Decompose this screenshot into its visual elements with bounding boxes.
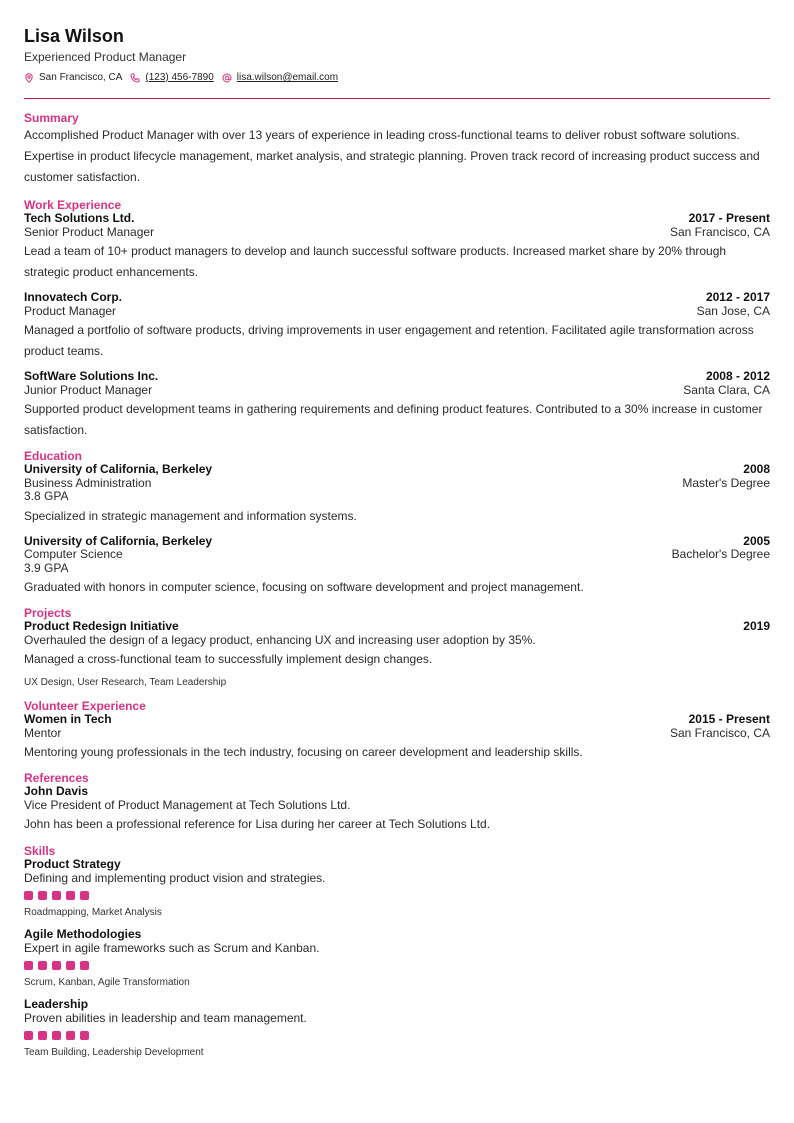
work-section	[24, 198, 770, 441]
projects-section	[24, 606, 770, 690]
skill-keywords: Team Building, Leadership Development	[24, 1047, 204, 1058]
skill-level-dots	[24, 1031, 770, 1040]
project-description: Managed a cross-functional team to successfully implement design changes.	[24, 652, 433, 666]
skill-level-dot	[66, 891, 75, 900]
education-year: 2005	[743, 533, 770, 548]
skill-entry	[24, 858, 770, 920]
project-summary: Overhauled the design of a legacy product, enhancing UX and increasing user adoption by 35%.	[24, 632, 536, 647]
skill-name: Product Strategy	[24, 857, 121, 871]
education-entry	[24, 535, 770, 599]
skills-section	[24, 844, 770, 1060]
project-year: 2019	[743, 619, 770, 633]
skill-description: Defining and implementing product vision and strategies.	[24, 870, 326, 885]
work-location: Santa Clara, CA	[683, 382, 770, 397]
section-title-education: Education	[24, 449, 83, 463]
volunteer-location: San Francisco, CA	[669, 725, 770, 740]
location-text: San Francisco, CA	[39, 72, 123, 83]
education-description: Graduated with honors in computer science, focusing on software development and project management.	[24, 580, 584, 594]
work-dates: 2017 - Present	[688, 211, 770, 225]
section-title-skills: Skills	[24, 844, 56, 858]
skill-description: Expert in agile frameworks such as Scrum and Kanban.	[24, 940, 320, 955]
work-dates: 2012 - 2017	[705, 290, 770, 304]
education-degree: Master's Degree	[682, 475, 770, 490]
education-gpa: 3.9 GPA	[24, 560, 69, 575]
candidate-name: Lisa Wilson	[24, 26, 124, 46]
references-section	[24, 771, 770, 835]
volunteer-section	[24, 699, 770, 763]
reference-position: Vice President of Product Management at Tech Solutions Ltd.	[24, 797, 351, 812]
skill-name: Leadership	[24, 997, 89, 1011]
skill-entry	[24, 928, 770, 990]
education-description: Specialized in strategic management and information systems.	[24, 508, 357, 523]
section-title-summary: Summary	[24, 111, 79, 125]
summary-section	[24, 111, 770, 188]
skill-level-dots	[24, 891, 770, 900]
skill-level-dot	[38, 1031, 47, 1040]
skill-level-dot	[66, 1031, 75, 1040]
reference-entry	[24, 785, 770, 835]
section-title-projects: Projects	[24, 606, 72, 620]
volunteer-description: Mentoring young professionals in the tech industry, focusing on career development and leadership skills.	[24, 745, 583, 759]
resume-header	[24, 24, 770, 99]
work-description: Lead a team of 10+ product managers to develop and launch successful software products. Increased market share by 20% through strategic product enhancements.	[24, 244, 727, 279]
skill-name: Agile Methodologies	[24, 927, 142, 941]
summary-text: Accomplished Product Manager with over 13 years of experience in leading cross-functional teams to deliver robust software solutions. Expertise in product lifecycle management, market analysis, and strategic planning. Proven track record of increasing product success and customer satisfaction.	[24, 128, 760, 184]
work-role: Junior Product Manager	[24, 382, 153, 397]
work-company: Tech Solutions Ltd.	[24, 211, 135, 225]
skill-level-dot	[80, 891, 89, 900]
header-divider	[24, 98, 770, 99]
volunteer-role: Mentor	[24, 725, 62, 740]
skill-level-dot	[52, 961, 61, 970]
project-entry	[24, 620, 770, 690]
volunteer-organization: Women in Tech	[24, 712, 112, 726]
volunteer-entry	[24, 713, 770, 763]
location-pin-icon	[24, 73, 34, 83]
reference-description: John has been a professional reference for Lisa during her career at Tech Solutions Ltd.	[24, 817, 491, 831]
education-year: 2008	[743, 462, 770, 476]
email-link[interactable]: lisa.wilson@email.com	[236, 72, 339, 83]
skill-entry	[24, 998, 770, 1060]
skill-level-dot	[52, 1031, 61, 1040]
skill-keywords: Scrum, Kanban, Agile Transformation	[24, 977, 190, 988]
section-title-references: References	[24, 771, 89, 785]
project-keywords: UX Design, User Research, Team Leadership	[24, 677, 227, 688]
work-dates: 2008 - 2012	[705, 369, 770, 383]
contact-email[interactable]	[222, 71, 338, 85]
education-field: Computer Science	[24, 547, 123, 561]
candidate-headline: Experienced Product Manager	[24, 50, 187, 64]
volunteer-dates: 2015 - Present	[688, 712, 770, 726]
phone-icon	[130, 73, 140, 83]
skill-level-dot	[38, 891, 47, 900]
work-role: Senior Product Manager	[24, 224, 155, 239]
skill-level-dot	[80, 961, 89, 970]
work-description: Managed a portfolio of software products, driving improvements in user engagement and retention. Facilitated agile transformation across product teams.	[24, 323, 754, 358]
skill-level-dot	[24, 891, 33, 900]
education-entry	[24, 463, 770, 527]
skill-keywords: Roadmapping, Market Analysis	[24, 907, 162, 918]
project-name: Product Redesign Initiative	[24, 619, 179, 633]
skill-level-dot	[66, 961, 75, 970]
skill-level-dot	[24, 961, 33, 970]
skill-level-dot	[24, 1031, 33, 1040]
work-entry	[24, 291, 770, 362]
work-location: San Jose, CA	[696, 303, 770, 318]
contact-bar	[24, 71, 770, 85]
education-field: Business Administration	[24, 475, 152, 490]
skill-level-dot	[52, 891, 61, 900]
education-school: University of California, Berkeley	[24, 462, 213, 476]
education-gpa: 3.8 GPA	[24, 489, 69, 503]
education-section	[24, 449, 770, 598]
skill-level-dots	[24, 961, 770, 970]
work-description: Supported product development teams in gathering requirements and defining product features. Contributed to a 30% increase in customer satisfaction.	[24, 402, 763, 437]
work-entry	[24, 370, 770, 441]
education-degree: Bachelor's Degree	[671, 547, 770, 561]
work-company: SoftWare Solutions Inc.	[24, 369, 159, 383]
section-title-work: Work Experience	[24, 198, 122, 212]
skill-level-dot	[80, 1031, 89, 1040]
contact-phone[interactable]	[130, 71, 213, 85]
work-entry	[24, 212, 770, 283]
skill-level-dot	[38, 961, 47, 970]
phone-link[interactable]: (123) 456-7890	[145, 72, 214, 83]
work-role: Product Manager	[24, 303, 117, 318]
section-title-volunteer: Volunteer Experience	[24, 699, 146, 713]
work-location: San Francisco, CA	[669, 224, 770, 239]
contact-location	[24, 71, 122, 85]
skill-description: Proven abilities in leadership and team management.	[24, 1010, 307, 1025]
at-sign-icon	[222, 73, 232, 83]
reference-name: John Davis	[24, 784, 89, 798]
work-company: Innovatech Corp.	[24, 290, 123, 304]
education-school: University of California, Berkeley	[24, 533, 213, 548]
